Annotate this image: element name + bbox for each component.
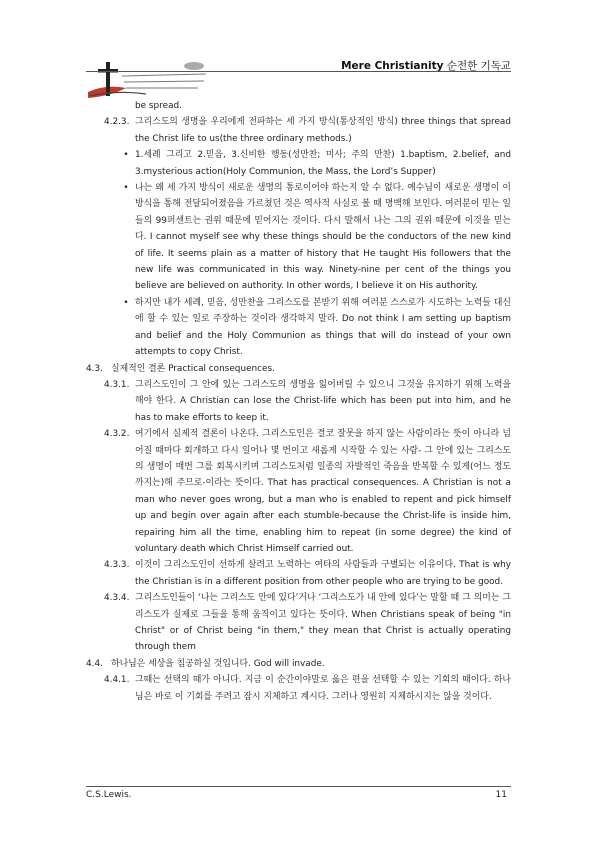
page-number: 11 <box>495 790 507 800</box>
bullet-icon: • <box>123 150 129 161</box>
bullet-icon: • <box>123 183 129 194</box>
footer-author: C.S.Lewis. <box>86 790 132 800</box>
bullet-item: • 나는 왜 세 가지 방식이 새로운 생명의 통로이어야 하는지 알 수 없다. 예수님이 새로운 생명이 이 방식을 통해 전달되어졌음을 가르쳤던 것은 역사적 사실로 볼 때 명백해 보인다. 여러분이 믿는 일들의 99퍼센트는 권위 때문에 믿어지는 것이다. 다시 말해서 나는 그의 권위 때문에 이것을 믿는다. I cannot myself see why these things should be the conductors of the new kind of life. It seems plain as a matter of history that He taught His followers that the new life was communicated in this way. Ninety-nine per cent of the things you believe are believed on authority. In other words, I believe it on His authority. <box>86 180 511 295</box>
header-logo <box>86 58 216 100</box>
footer-divider <box>86 786 511 787</box>
section-4-2-3: 4.2.3. 그리스도의 생명을 우리에게 전파하는 세 가지 방식(통상적인 방식) three things that spread the Christ life to us(the three ordinary methods.) <box>104 117 511 144</box>
header-divider <box>86 71 511 72</box>
section-4-3-3: 4.3.3. 이것이 그리스도인이 선하게 살려고 노력하는 여타의 사람들과 구별되는 이유이다. That is why the Christian is in a different position from other people who are trying to be good. <box>104 560 511 587</box>
section-4-3-2: 4.3.2. 여기에서 실제적 결론이 나온다. 그리스도인은 결코 잘못을 하지 않는 사람이라는 뜻이 아니라 넘어질 때마다 회개하고 다시 일어나 몇 번이고 새롭게 시작할 수 있는 사람- 그 안에 있는 그리스도의 생명이 매번 그를 회복시키며 그리스도처럼 일종의 자발적인 죽음을 반복할 수 있게(어느 정도까지는)해 주므로-이라는 뜻이다. That has practical consequences. A Christian is not a man who never goes wrong, but a man who is enabled to repent and pick himself up and begin over again after each stumble-because the Christ-life is inside him, repairing him all the time, enabling him to repeat (in some degree) the kind of voluntary death which Christ Himself carried out. <box>104 429 511 554</box>
section-4-4: 4.4. 하나님은 세상을 침공하실 것입니다. God will invade. <box>86 658 325 669</box>
bullet-item: • 1.세례 그리고 2.믿음, 3.신비한 행동(성만찬; 미사; 주의 만찬) 1.baptism, 2.belief, and 3.mysterious action(Holy Communion, the Mass, the Lord’s Supper) <box>86 147 511 180</box>
page-body <box>86 98 511 705</box>
header-title: Mere Christianity 순전한 기독교 <box>341 60 511 72</box>
continuation-text: be spread. <box>135 101 182 111</box>
section-4-4-1: 4.4.1. 그때는 선택의 때가 아니다. 지금 이 순간이야말로 옳은 편을 선택할 수 있는 기회의 때이다. 하나님은 바로 이 기회를 주려고 잠시 지체하고 계시다. 그러나 영원히 지체하시지는 않을 것이다. <box>104 675 511 702</box>
bullet-icon: • <box>123 297 129 308</box>
section-4-3: 4.3. 실제적인 결론 Practical consequences. <box>86 363 275 374</box>
bullet-item: • 하지만 내가 세례, 믿음, 성만찬을 그리스도를 본받기 위해 여러분 스스로가 시도하는 노력들 대신에 할 수 있는 일로 주장하는 것이라 생각하지 말라. Do not think I am setting up baptism and belief and the Holy Communion as things that will do instead of your own attempts to copy Christ. <box>86 295 511 361</box>
section-4-3-4: 4.3.4. 그리스도인들이 ‘나는 그리스도 안에 있다’거나 ‘그리스도가 내 안에 있다’는 말할 때 그 의미는 그리스도가 실제로 그들을 통해 움직이고 있다는 뜻이다. When Christians speak of being "in Christ" or of Christ being "in them," they mean that Christ is actually operating through them <box>104 593 511 653</box>
section-4-3-1: 4.3.1. 그리스도인이 그 안에 있는 그리스도의 생명을 잃어버릴 수 있으니 그것을 유지하기 위해 노력을 해야 한다. A Christian can lose the Christ-life which has been put into him, and he has to make efforts to keep it. <box>104 379 511 423</box>
